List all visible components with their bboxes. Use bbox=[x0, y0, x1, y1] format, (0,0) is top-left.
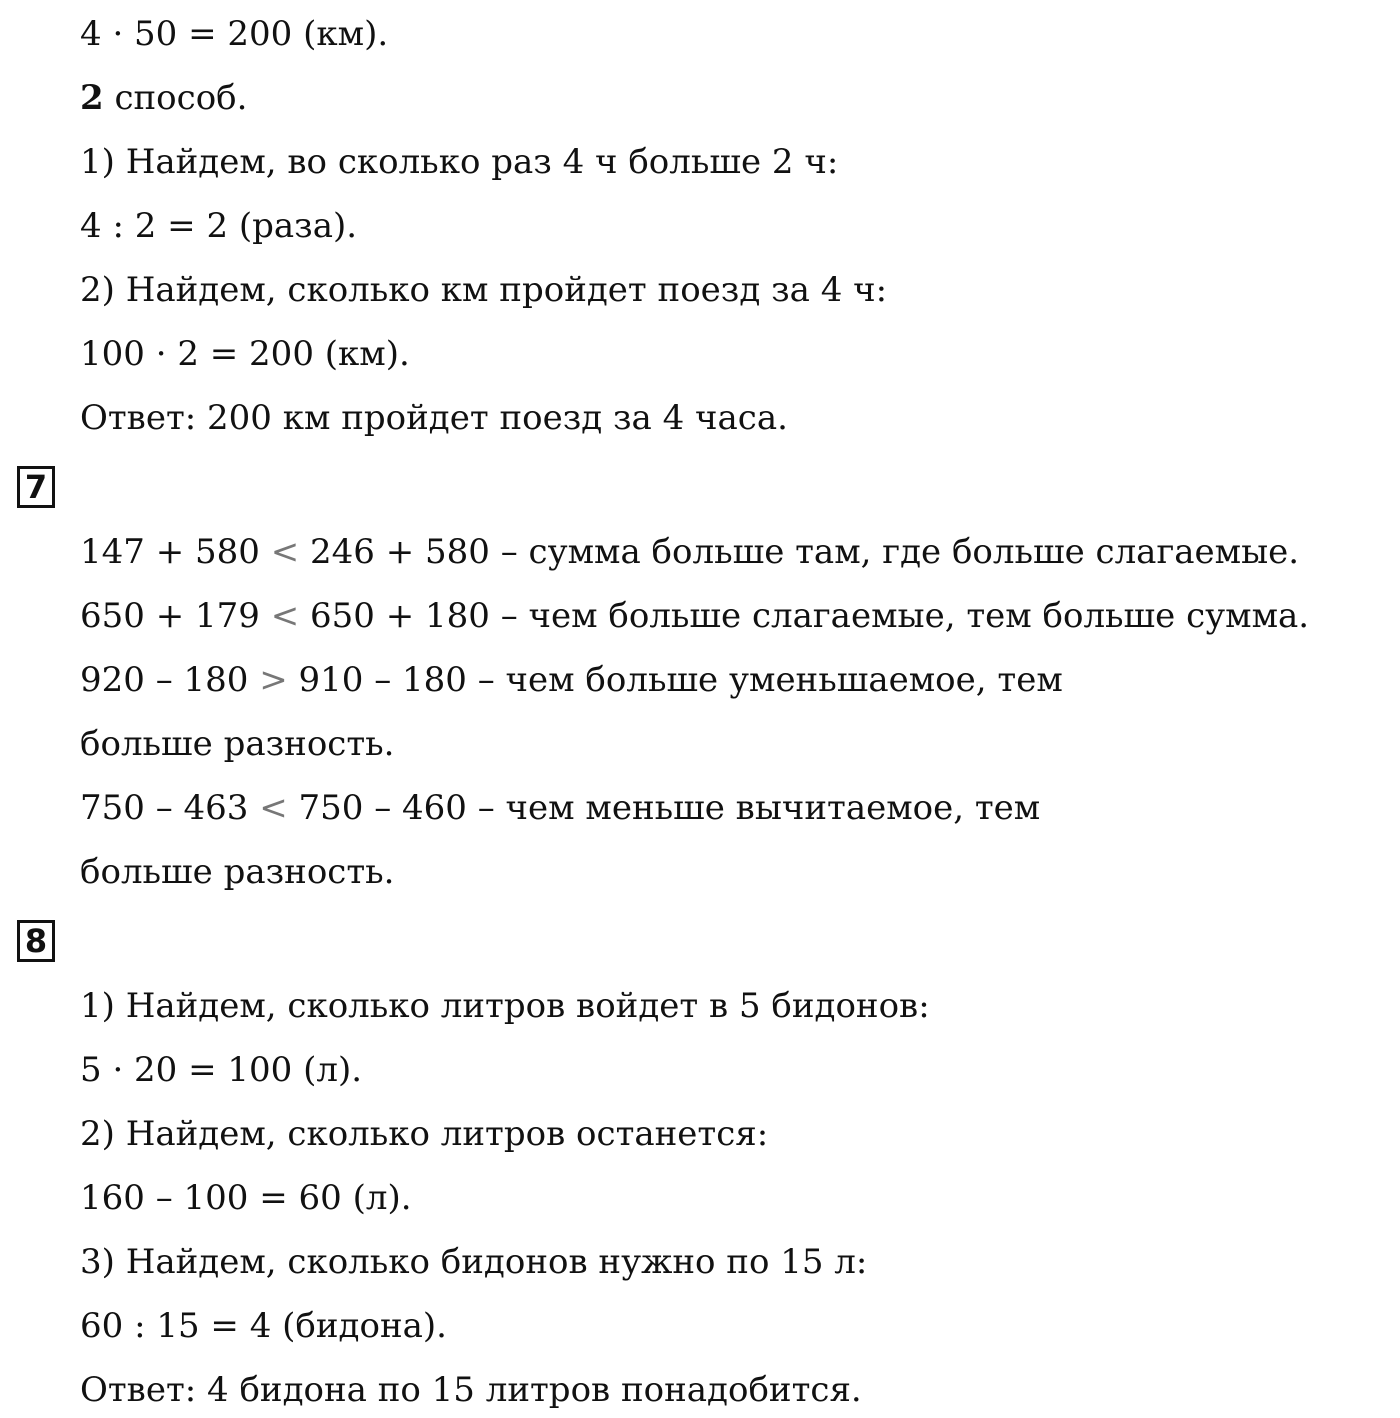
task-number-box: 7 bbox=[17, 466, 55, 508]
comparison-row bbox=[80, 786, 1040, 830]
comparison-left: 650 + 179 bbox=[80, 596, 271, 636]
calc-line: 4 : 2 = 2 (раза). bbox=[80, 206, 358, 246]
calc-line: 100 · 2 = 200 (км). bbox=[80, 334, 410, 374]
calc-line: 4 · 50 = 200 (км). bbox=[80, 14, 389, 54]
comparison-right: 246 + 580 – сумма больше там, где больше слагаемые. bbox=[299, 532, 1300, 572]
calc-line: 160 – 100 = 60 (л). bbox=[80, 1178, 412, 1218]
comparison-sign: < bbox=[259, 788, 288, 828]
comparison-continuation: больше разность. bbox=[80, 724, 395, 764]
comparison-right: 750 – 460 – чем меньше вычитаемое, тем bbox=[287, 788, 1041, 828]
step-line: 2) Найдем, сколько литров останется: bbox=[80, 1114, 769, 1154]
comparison-right: 910 – 180 – чем больше уменьшаемое, тем bbox=[287, 660, 1063, 700]
comparison-sign: > bbox=[259, 660, 288, 700]
comparison-left: 147 + 580 bbox=[80, 532, 271, 572]
comparison-row bbox=[80, 658, 1063, 702]
comparison-right: 650 + 180 – чем больше слагаемые, тем больше сумма. bbox=[299, 596, 1310, 636]
method-word: способ. bbox=[103, 78, 248, 118]
method-number: 2 bbox=[80, 78, 104, 118]
calc-line: 5 · 20 = 100 (л). bbox=[80, 1050, 363, 1090]
step-line: 2) Найдем, сколько км пройдет поезд за 4 ч: bbox=[80, 270, 888, 310]
comparison-continuation: больше разность. bbox=[80, 852, 395, 892]
comparison-row bbox=[80, 530, 1299, 574]
task-number-box: 8 bbox=[17, 920, 55, 962]
comparison-left: 750 – 463 bbox=[80, 788, 260, 828]
step-line: 1) Найдем, сколько литров войдет в 5 бидонов: bbox=[80, 986, 930, 1026]
method-heading bbox=[80, 76, 247, 120]
step-line: 1) Найдем, во сколько раз 4 ч больше 2 ч: bbox=[80, 142, 839, 182]
comparison-sign: < bbox=[270, 596, 300, 636]
calc-line: 60 : 15 = 4 (бидона). bbox=[80, 1306, 447, 1346]
answer-line: Ответ: 200 км пройдет поезд за 4 часа. bbox=[80, 398, 788, 438]
comparison-left: 920 – 180 bbox=[80, 660, 260, 700]
comparison-sign: < bbox=[270, 532, 300, 572]
step-line: 3) Найдем, сколько бидонов нужно по 15 л: bbox=[80, 1242, 868, 1282]
answer-line: Ответ: 4 бидона по 15 литров понадобится. bbox=[80, 1370, 862, 1410]
comparison-row bbox=[80, 594, 1309, 638]
